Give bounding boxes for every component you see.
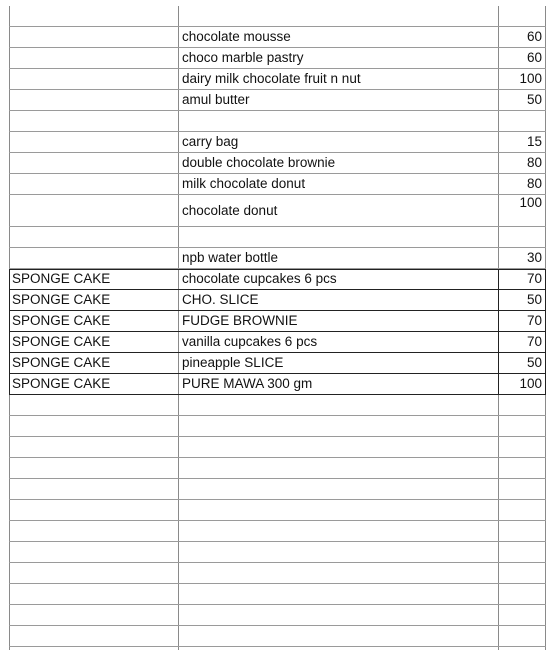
table-row bbox=[9, 111, 546, 132]
item-name-cell: amul butter bbox=[182, 92, 250, 107]
item-name-cell: double chocolate brownie bbox=[182, 155, 336, 170]
category-cell: SPONGE CAKE bbox=[12, 292, 111, 307]
category-cell: SPONGE CAKE bbox=[12, 313, 111, 328]
table-row bbox=[9, 248, 546, 269]
price-cell: 50 bbox=[526, 292, 542, 307]
price-cell: 70 bbox=[526, 313, 542, 328]
table-row bbox=[9, 332, 546, 353]
category-cell: SPONGE CAKE bbox=[12, 376, 111, 391]
item-name-cell: dairy milk chocolate fruit n nut bbox=[182, 71, 361, 86]
table-row bbox=[9, 311, 546, 332]
item-name-cell: chocolate donut bbox=[182, 203, 278, 218]
price-cell: 30 bbox=[526, 250, 542, 265]
empty-row bbox=[9, 395, 546, 416]
table-row bbox=[9, 27, 546, 48]
category-cell bbox=[12, 227, 174, 247]
empty-row bbox=[9, 437, 546, 458]
item-name-cell: FUDGE BROWNIE bbox=[182, 313, 298, 328]
category-cell bbox=[12, 69, 174, 89]
item-name-cell: PURE MAWA 300 gm bbox=[182, 376, 313, 391]
table-row bbox=[9, 153, 546, 174]
table-row bbox=[9, 269, 546, 290]
empty-row bbox=[9, 626, 546, 647]
item-name-cell bbox=[182, 6, 494, 26]
table-row bbox=[9, 290, 546, 311]
item-name-cell: pineapple SLICE bbox=[182, 355, 284, 370]
item-name-cell: npb water bottle bbox=[182, 250, 279, 265]
category-cell bbox=[12, 90, 174, 110]
empty-row bbox=[9, 563, 546, 584]
table-row bbox=[9, 132, 546, 153]
table-row bbox=[9, 69, 546, 90]
table-row bbox=[9, 374, 546, 395]
empty-row bbox=[9, 605, 546, 626]
price-cell: 100 bbox=[519, 71, 542, 86]
item-name-cell: milk chocolate donut bbox=[182, 176, 306, 191]
price-cell: 70 bbox=[526, 334, 542, 349]
item-name-cell: chocolate cupcakes 6 pcs bbox=[182, 271, 337, 286]
empty-row bbox=[9, 458, 546, 479]
item-name-cell: carry bag bbox=[182, 134, 239, 149]
empty-row bbox=[9, 584, 546, 605]
price-cell bbox=[500, 227, 542, 247]
price-cell: 100 bbox=[519, 376, 542, 391]
category-cell bbox=[12, 111, 174, 131]
table-row bbox=[9, 227, 546, 248]
category-cell bbox=[12, 195, 174, 226]
category-cell: SPONGE CAKE bbox=[12, 355, 111, 370]
category-cell bbox=[12, 48, 174, 68]
table-row bbox=[9, 48, 546, 69]
category-cell: SPONGE CAKE bbox=[12, 271, 111, 286]
empty-row bbox=[9, 542, 546, 563]
table-row bbox=[9, 174, 546, 195]
table-row bbox=[9, 195, 546, 227]
price-cell: 50 bbox=[526, 92, 542, 107]
category-cell bbox=[12, 174, 174, 194]
empty-row bbox=[9, 416, 546, 437]
category-cell bbox=[12, 132, 174, 152]
item-name-cell: CHO. SLICE bbox=[182, 292, 259, 307]
item-name-cell: choco marble pastry bbox=[182, 50, 304, 65]
empty-row bbox=[9, 479, 546, 500]
item-name-cell: vanilla cupcakes 6 pcs bbox=[182, 334, 318, 349]
table-row bbox=[9, 353, 546, 374]
price-cell: 50 bbox=[526, 355, 542, 370]
category-cell bbox=[12, 27, 174, 47]
empty-row bbox=[9, 521, 546, 542]
category-cell: SPONGE CAKE bbox=[12, 334, 111, 349]
price-cell: 60 bbox=[526, 29, 542, 44]
item-name-cell bbox=[182, 227, 494, 247]
price-cell: 80 bbox=[526, 176, 542, 191]
empty-row bbox=[9, 500, 546, 521]
price-cell: 100 bbox=[519, 196, 542, 210]
table-row bbox=[9, 90, 546, 111]
price-cell bbox=[500, 6, 542, 26]
category-cell bbox=[12, 248, 174, 268]
price-cell: 70 bbox=[526, 271, 542, 286]
item-name-cell: chocolate mousse bbox=[182, 29, 291, 44]
category-cell bbox=[12, 153, 174, 173]
price-cell: 80 bbox=[526, 155, 542, 170]
price-cell: 60 bbox=[526, 50, 542, 65]
table-row bbox=[9, 6, 546, 27]
price-cell bbox=[500, 111, 542, 131]
item-name-cell bbox=[182, 111, 494, 131]
price-cell: 15 bbox=[526, 134, 542, 149]
category-cell bbox=[12, 6, 174, 26]
